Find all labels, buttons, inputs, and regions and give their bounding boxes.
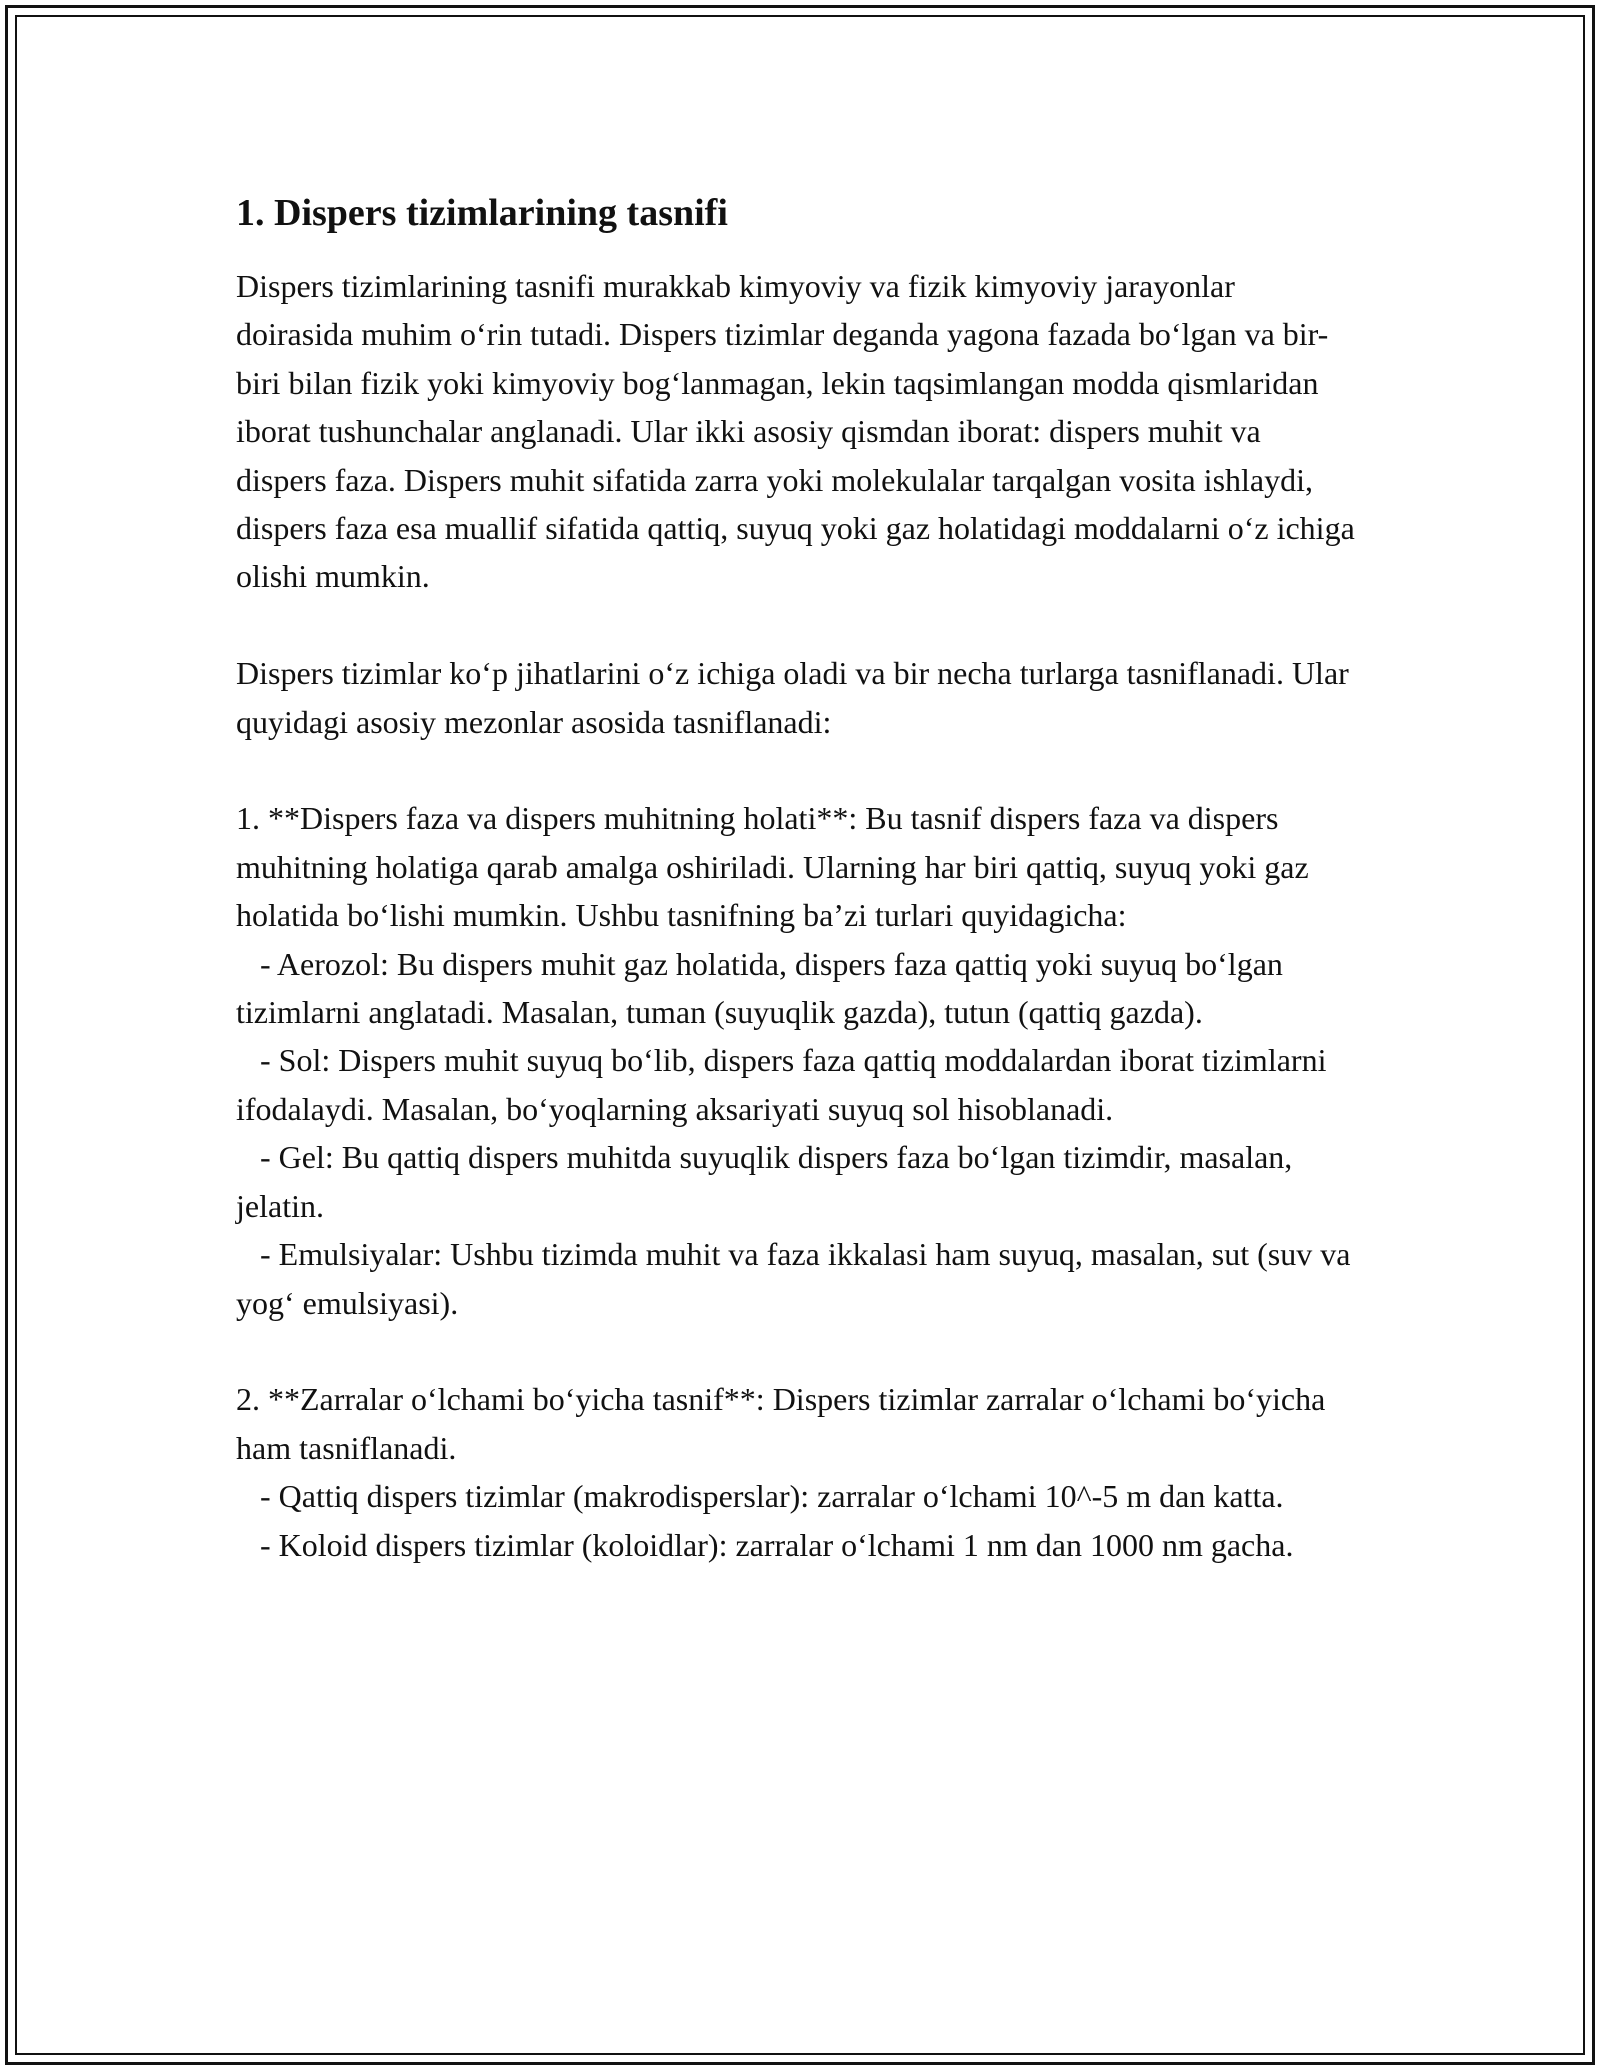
list-item-sol-text: - Sol: Dispers muhit suyuq bo‘lib, dispers faza qattiq moddalardan iborat tizimlarni ifodalaydi. Masalan, bo‘yoqlarning aksariyati suyuq sol hisoblanadi. xyxy=(236,1042,1327,1127)
list-item-makro xyxy=(236,1472,1356,1520)
paragraph-gap xyxy=(236,1327,1356,1375)
list-item-emulsiya xyxy=(236,1230,1356,1327)
list-item-gel xyxy=(236,1133,1356,1230)
criterion-1-paragraph: 1. **Dispers faza va dispers muhitning holati**: Bu tasnif dispers faza va dispers muhitning holatiga qarab amalga oshiriladi. Ularning har biri qattiq, suyuq yoki gaz holatida bo‘lishi mumkin. Ushbu tasnifning ba’zi turlari quyidagicha: xyxy=(236,800,1309,934)
list-item-sol xyxy=(236,1036,1356,1133)
overview-paragraph: Dispers tizimlar ko‘p jihatlarini o‘z ichiga oladi va bir necha turlarga tasniflanadi. Ular quyidagi asosiy mezonlar asosida tasniflanadi: xyxy=(236,655,1349,740)
document-body xyxy=(236,188,1356,1569)
paragraph-gap xyxy=(236,746,1356,794)
list-item-aerozol-text: - Aerozol: Bu dispers muhit gaz holatida, dispers faza qattiq yoki suyuq bo‘lgan tizimlarni anglatadi. Masalan, tuman (suyuqlik gazda), tutun (qattiq gazda). xyxy=(236,945,1283,1031)
section-heading: 1. Dispers tizimlarining tasnifi xyxy=(236,192,728,234)
criterion-2-paragraph: 2. **Zarralar o‘lchami bo‘yicha tasnif**: Dispers tizimlar zarralar o‘lchami bo‘yicha ham tasniflanadi. xyxy=(236,1381,1326,1466)
list-item-emulsiya-text: - Emulsiyalar: Ushbu tizimda muhit va faza ikkalasi ham suyuq, masalan, sut (suv va yog‘ emulsiyasi). xyxy=(236,1236,1351,1321)
paragraph-gap xyxy=(236,601,1356,649)
list-item-koloid xyxy=(236,1521,1356,1569)
list-item-gel-text: - Gel: Bu qattiq dispers muhitda suyuqlik dispers faza bo‘lgan tizimdir, masalan, jelatin. xyxy=(236,1139,1293,1224)
list-item-koloid-text: - Koloid dispers tizimlar (koloidlar): zarralar o‘lchami 1 nm dan 1000 nm gacha. xyxy=(260,1526,1294,1563)
intro-paragraph: Dispers tizimlarining tasnifi murakkab kimyoviy va fizik kimyoviy jarayonlar doirasida muhim o‘rin tutadi. Dispers tizimlar deganda yagona fazada bo‘lgan va bir-biri bilan fizik yoki kimyoviy bog‘lanmagan, lekin taqsimlangan modda qismlaridan iborat tushunchalar anglanadi. Ular ikki asosiy qismdan iborat: dispers muhit va dispers faza. Dispers muhit sifatida zarra yoki molekulalar tarqalgan vosita ishlaydi, dispers faza esa muallif sifatida qattiq, suyuq yoki gaz holatidagi moddalarni o‘z ichiga olishi mumkin. xyxy=(236,268,1355,595)
list-item-aerozol xyxy=(236,940,1356,1037)
list-item-makro-text: - Qattiq dispers tizimlar (makrodisperslar): zarralar o‘lchami 10^-5 m dan katta. xyxy=(260,1478,1284,1515)
